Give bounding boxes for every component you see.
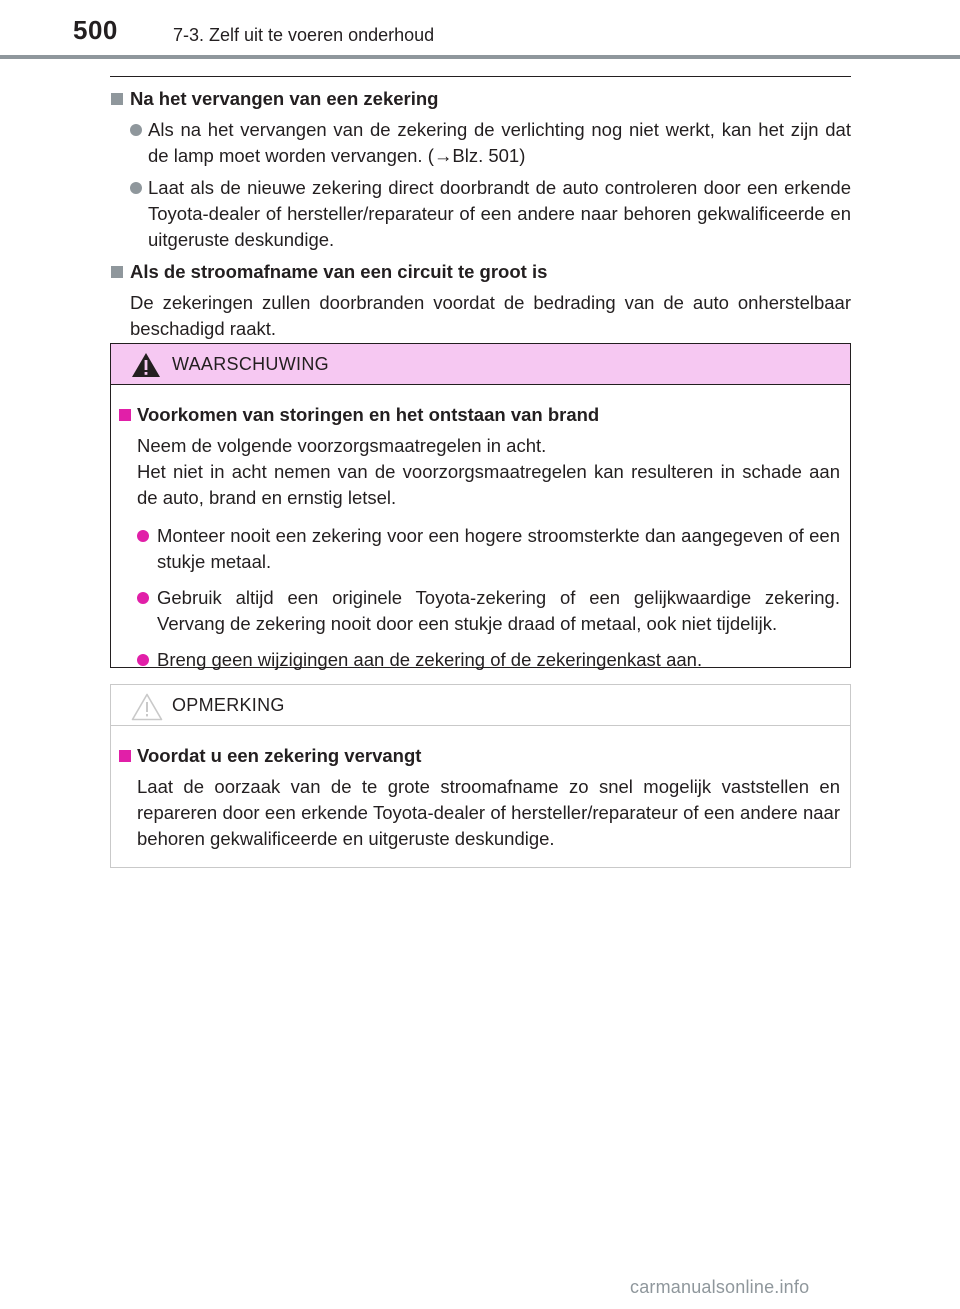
note-box: [110, 684, 851, 868]
paragraph: De zekeringen zullen doorbranden voordat de bedrading van de auto onherstelbaar beschadigd raakt.: [130, 292, 851, 339]
list-item: [110, 117, 851, 169]
warning-heading-text: Voorkomen van storingen en het ontstaan van brand: [137, 404, 600, 425]
round-bullet-icon: [137, 654, 149, 666]
note-label: OPMERKING: [172, 695, 285, 715]
section-heading: [110, 259, 851, 285]
warning-label: WAARSCHUWING: [172, 354, 329, 374]
warning-heading: [115, 402, 840, 428]
watermark: carmanualsonline.info: [630, 1277, 810, 1297]
note-heading: [115, 743, 840, 769]
warning-header: [111, 344, 850, 385]
paragraph: Neem de volgende voorzorgsmaatregelen in acht.: [137, 435, 547, 456]
paragraph: Laat de oorzaak van de te grote stroomafname zo snel mogelijk vaststellen en repareren door een erkende Toyota-dealer of hersteller/reparateur of een andere naar behoren gekwalificeerde en uitgeruste deskundige.: [137, 776, 840, 849]
list-item: [110, 175, 851, 253]
square-bullet-icon: [111, 266, 123, 278]
list-item-text: Laat als de nieuwe zekering direct doorbrandt de auto controleren door een erkende Toyota-dealer of hersteller/reparateur of een andere naar behoren gekwalificeerde en uitgeruste deskundige.: [148, 177, 851, 250]
list-item-text: Breng geen wijzigingen aan de zekering of de zekeringenkast aan.: [157, 649, 703, 670]
square-bullet-icon: [119, 409, 131, 421]
round-bullet-icon: [137, 592, 149, 604]
section-rule: [110, 76, 851, 77]
header-rule: [0, 55, 960, 59]
warning-body: [111, 402, 850, 683]
list-item: [115, 647, 840, 673]
section-heading-text: Als de stroomafname van een circuit te groot is: [130, 261, 548, 282]
square-bullet-icon: [111, 93, 123, 105]
warning-triangle-icon: [131, 352, 161, 378]
note-body: [111, 743, 850, 858]
main-content: [110, 86, 851, 348]
list-item: [115, 523, 840, 575]
note-heading-text: Voordat u een zekering vervangt: [137, 745, 422, 766]
round-bullet-icon: [137, 530, 149, 542]
round-bullet-icon: [130, 124, 142, 136]
note-header: [111, 685, 850, 726]
paragraph: Het niet in acht nemen van de voorzorgsmaatregelen kan resulteren in schade aan de auto, brand en ernstig letsel.: [137, 461, 840, 508]
caution-triangle-icon: [131, 693, 163, 721]
list-item: [115, 585, 840, 637]
chapter-title: 7-3. Zelf uit te voeren onderhoud: [173, 25, 435, 45]
page-number: 500: [73, 15, 118, 45]
list-item-text: Gebruik altijd een originele Toyota-zekering of een gelijkwaardige zekering. Vervang de zekering nooit door een stukje draad of metaal, ook niet tijdelijk.: [157, 587, 840, 634]
round-bullet-icon: [130, 182, 142, 194]
list-item-text: Als na het vervangen van de zekering de verlichting nog niet werkt, kan het zijn dat de lamp moet worden vervangen. (→Blz. 501): [148, 119, 851, 166]
section-heading: [110, 86, 851, 112]
warning-box: [110, 343, 851, 668]
section-heading-text: Na het vervangen van een zekering: [130, 88, 439, 109]
square-bullet-icon: [119, 750, 131, 762]
list-item-text: Monteer nooit een zekering voor een hogere stroomsterkte dan aangegeven of een stukje metaal.: [157, 525, 840, 572]
